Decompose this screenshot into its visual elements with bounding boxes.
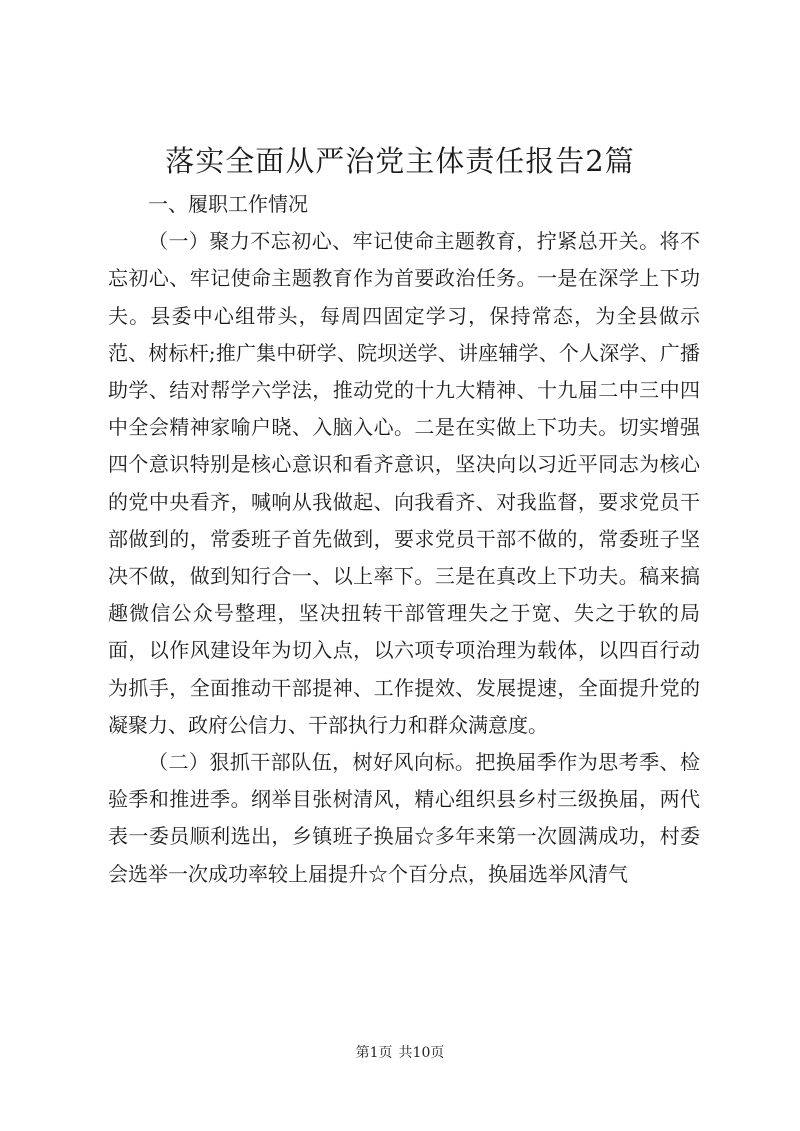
page-footer xyxy=(0,1043,800,1063)
document-title: 落实全面从严治党主体责任报告2篇 xyxy=(165,144,635,178)
section-heading: 一、履职工作情况 xyxy=(148,192,308,216)
document-body xyxy=(108,186,700,893)
paragraph-2: （二）狠抓干部队伍，树好风向标。把换届季作为思考季、检验季和推进季。纲举目张树清风，精心组织县乡村三级换届，两代表一委员顺利选出，乡镇班子换届☆多年来第一次圆满成功，村委会选举一次成功率较上届提升☆个百分点，换届选举风清气 xyxy=(108,750,700,886)
paragraph-1: （一）聚力不忘初心、牢记使命主题教育，拧紧总开关。将不忘初心、牢记使命主题教育作为首要政治任务。一是在深学上下功夫。县委中心组带头，每周四固定学习，保持常态，为全县做示范、树标杆;推广集中研学、院坝送学、讲座辅学、个人深学、广播助学、结对帮学六学法，推动党的十九大精神、十九届二中三中四中全会精神家喻户晓、入脑入心。二是在实做上下功夫。切实增强四个意识特别是核心意识和看齐意识，坚决向以习近平同志为核心的党中央看齐，喊响从我做起、向我看齐、对我监督，要求党员干部做到的，常委班子首先做到，要求党员干部不做的，常委班子坚决不做，做到知行合一、以上率下。三是在真改上下功夫。稿来搞趣微信公众号整理，坚决扭转干部管理失之于宽、失之于软的局面，以作风建设年为切入点，以六项专项治理为载体，以四百行动为抓手，全面推动干部提神、工作提效、发展提速，全面提升党的凝聚力、政府公信力、干部执行力和群众满意度。 xyxy=(108,229,700,737)
page-number: 第1页 xyxy=(355,1045,393,1061)
page-total: 共10页 xyxy=(398,1045,445,1061)
